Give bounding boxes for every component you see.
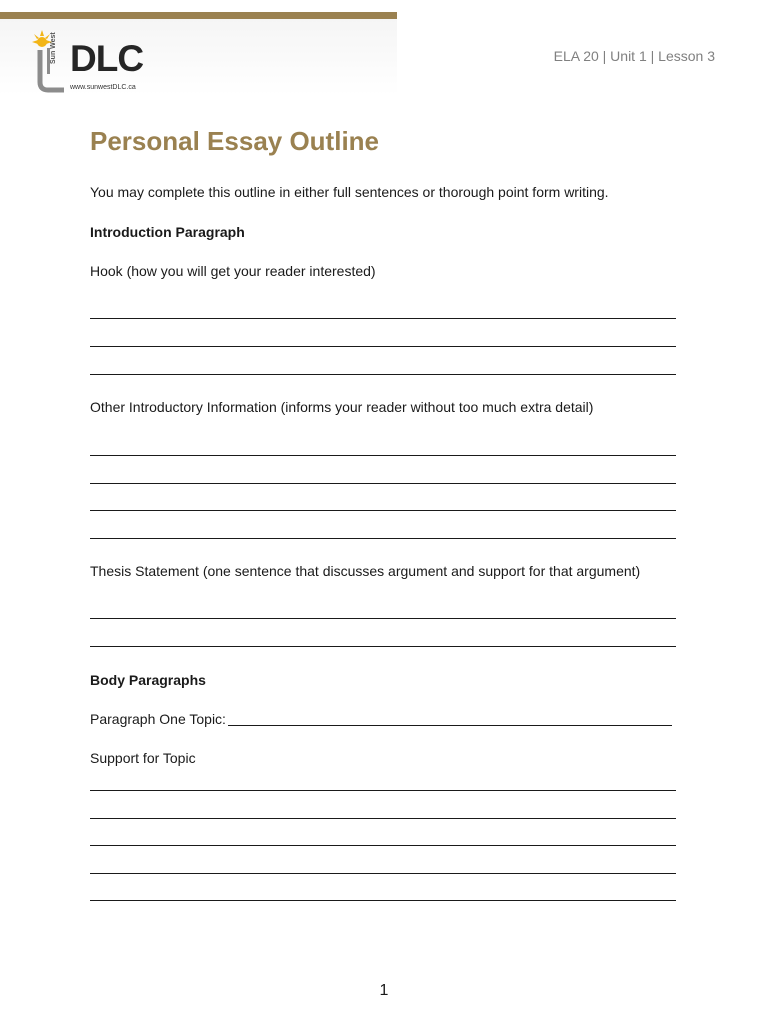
hook-answer-line[interactable]: [90, 374, 676, 375]
course-info: ELA 20 | Unit 1 | Lesson 3: [553, 48, 715, 64]
header-accent-bar: [0, 12, 397, 19]
logo-url: www.sunwestDLC.ca: [70, 84, 136, 91]
logo-wordmark: DLC: [70, 38, 144, 79]
other-intro-answer-line[interactable]: [90, 455, 676, 456]
other-intro-answer-line[interactable]: [90, 510, 676, 511]
support-answer-line[interactable]: [90, 845, 676, 846]
hook-answer-line[interactable]: [90, 346, 676, 347]
support-prompt: Support for Topic: [90, 750, 196, 766]
hook-answer-line[interactable]: [90, 318, 676, 319]
paragraph-one-topic-label: Paragraph One Topic:: [90, 711, 226, 727]
thesis-prompt: Thesis Statement (one sentence that discusses argument and support for that argument): [90, 563, 641, 579]
support-answer-line[interactable]: [90, 873, 676, 874]
instructions-text: You may complete this outline in either full sentences or thorough point form writing.: [90, 184, 609, 200]
thesis-answer-line[interactable]: [90, 646, 676, 647]
other-intro-prompt: Other Introductory Information (informs your reader without too much extra detail): [90, 399, 594, 415]
paragraph-one-topic-line[interactable]: [228, 725, 672, 726]
body-paragraphs-heading: Body Paragraphs: [90, 672, 206, 688]
page-title: Personal Essay Outline: [90, 126, 380, 156]
logo-side-text: Sun West: [50, 32, 57, 64]
other-intro-answer-line[interactable]: [90, 483, 676, 484]
hook-prompt: Hook (how you will get your reader interested): [90, 263, 376, 279]
introduction-heading: Introduction Paragraph: [90, 224, 245, 240]
other-intro-answer-line[interactable]: [90, 538, 676, 539]
sunwest-dlc-logo: [30, 28, 160, 98]
thesis-answer-line[interactable]: [90, 618, 676, 619]
support-answer-line[interactable]: [90, 900, 676, 901]
support-answer-line[interactable]: [90, 818, 676, 819]
support-answer-line[interactable]: [90, 790, 676, 791]
page-number: 1: [379, 982, 389, 999]
